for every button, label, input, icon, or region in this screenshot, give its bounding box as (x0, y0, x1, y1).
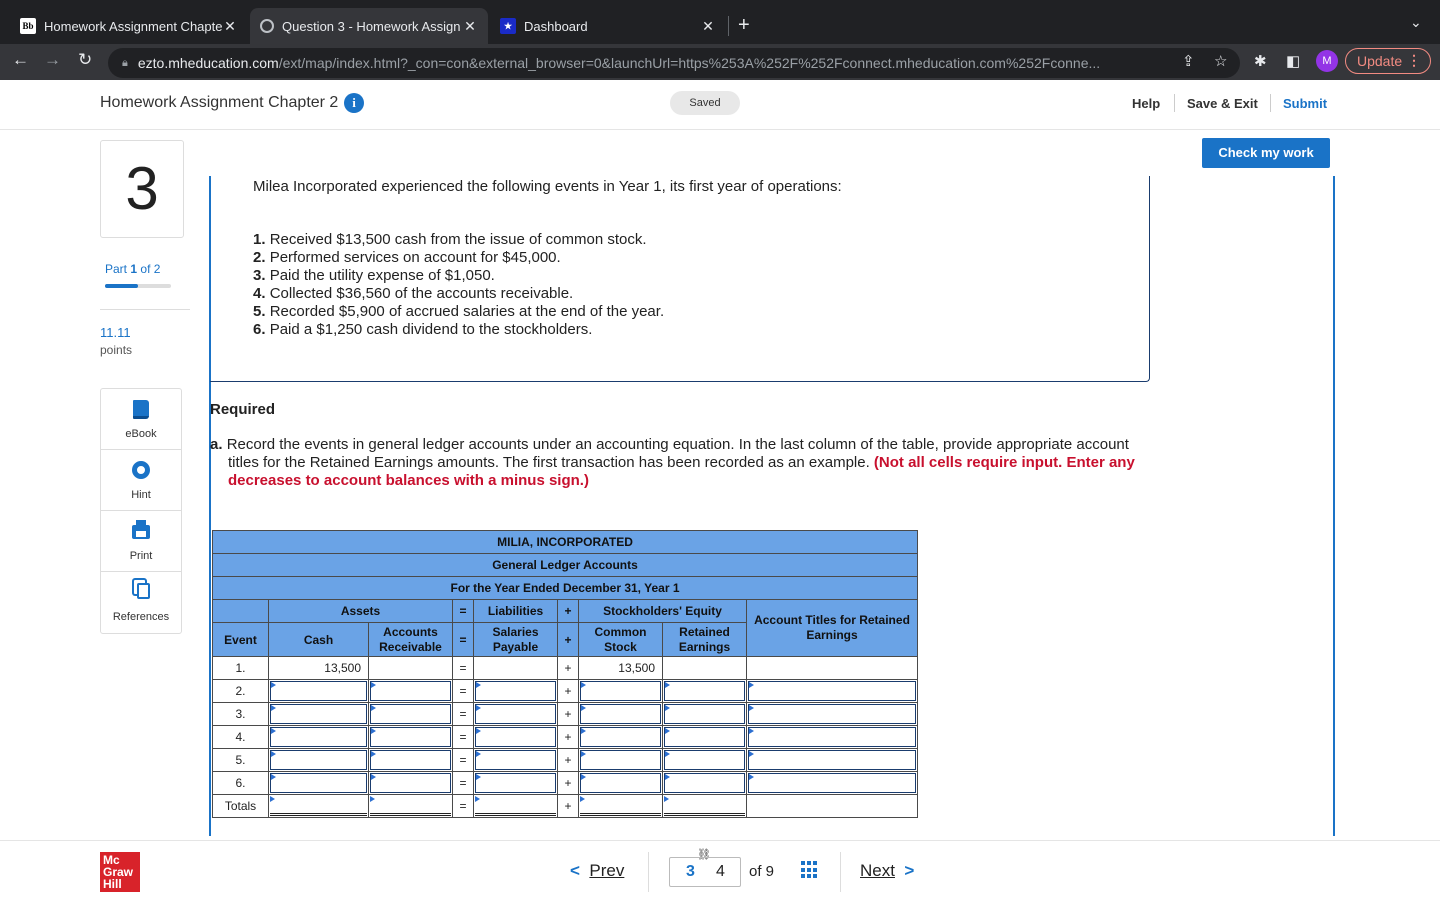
plus-sign: + (558, 749, 579, 772)
chevron-left-icon: < (570, 861, 580, 880)
page-total: of 9 (749, 863, 775, 880)
rail-divider (100, 309, 190, 310)
points-label: points (100, 343, 133, 357)
references-button[interactable] (101, 572, 181, 633)
event-number: 2. (213, 680, 269, 703)
cash-input[interactable] (270, 681, 367, 701)
hint-button[interactable] (101, 450, 181, 511)
grid-icon[interactable] (801, 861, 819, 879)
browser-toolbar (0, 44, 1440, 80)
plus-header: + (558, 600, 579, 623)
retained-earnings-input[interactable] (664, 750, 745, 770)
list-item: 6. Paid a $1,250 cash dividend to the stockholders. (253, 321, 593, 338)
forward-arrow-icon[interactable]: → (44, 50, 61, 69)
kebab-menu-icon[interactable]: ⋮ (1407, 52, 1421, 68)
common-stock-total (580, 796, 661, 816)
empty-cell (747, 795, 918, 818)
cash-total (270, 796, 367, 816)
extensions-icon[interactable]: ✱ (1254, 53, 1267, 70)
salaries-input[interactable] (475, 681, 556, 701)
update-button[interactable] (1345, 48, 1431, 74)
cash-input[interactable] (270, 750, 367, 770)
question-tools (100, 388, 182, 634)
close-icon[interactable]: ✕ (702, 17, 714, 34)
chevron-right-icon: > (904, 861, 915, 880)
assignment-title: Homework Assignment Chapter 2 (100, 94, 339, 111)
table-row (213, 749, 918, 772)
plus-sign: + (558, 680, 579, 703)
account-title-input[interactable] (748, 727, 916, 747)
general-ledger-table (212, 530, 918, 818)
liabilities-header: Liabilities (474, 600, 558, 623)
part-indicator (105, 262, 160, 276)
browser-tab-bar (0, 0, 1440, 44)
ar-input[interactable] (370, 750, 451, 770)
plus-header: + (558, 623, 579, 657)
lifebuoy-icon (132, 461, 150, 479)
logo-line: Mc (103, 853, 120, 867)
common-stock-value: 13,500 (579, 657, 663, 680)
table-row (213, 726, 918, 749)
common-stock-input[interactable] (580, 681, 661, 701)
retained-earnings-input[interactable] (664, 773, 745, 793)
equals-sign: = (453, 726, 474, 749)
common-stock-input[interactable] (580, 750, 661, 770)
print-label: Print (129, 550, 153, 562)
part-word: Part (105, 262, 128, 276)
printer-icon (132, 525, 150, 539)
retained-earnings-total (664, 796, 745, 816)
part-of: of 2 (140, 262, 161, 276)
equals-sign: = (453, 703, 474, 726)
link-icon: ⛓ (697, 849, 711, 861)
ar-total (370, 796, 451, 816)
cash-value: 13,500 (269, 657, 369, 680)
check-my-work-button[interactable]: Check my work (1202, 138, 1330, 168)
table-company: MILIA, INCORPORATED (213, 531, 918, 554)
pager-divider (648, 852, 649, 892)
part-progress-bar (105, 284, 171, 288)
copy-pages-icon (137, 583, 150, 599)
list-item: 1. Received $13,500 cash from the issue of common stock. (253, 231, 647, 248)
required-instructions: a. Record the events in general ledger accounts under an accounting equation. In the last column of the table, provide appropriate account titles for the Retained Earnings amounts. The first transaction has been recorded as an example. (Not all cells require input. Enter any decreases to account balances with a minus sign.) (210, 436, 1135, 489)
table-period: For the Year Ended December 31, Year 1 (213, 577, 918, 600)
account-title-input[interactable] (748, 773, 916, 793)
prev-button[interactable] (570, 861, 624, 881)
events-list (253, 231, 664, 339)
pager-divider (840, 852, 841, 892)
header-divider (1174, 94, 1175, 112)
next-page-number[interactable]: 4 (716, 863, 725, 880)
saved-status-badge: Saved (670, 91, 740, 115)
print-button[interactable] (101, 511, 181, 572)
list-item: 3. Paid the utility expense of $1,050. (253, 267, 495, 284)
prev-label: Prev (589, 861, 625, 880)
ar-input[interactable] (370, 727, 451, 747)
equals-sign: = (453, 749, 474, 772)
side-panel-icon[interactable]: ◧ (1286, 53, 1301, 70)
common-stock-input[interactable] (580, 773, 661, 793)
reload-icon[interactable]: ↻ (78, 50, 93, 69)
help-link[interactable]: Help (1132, 96, 1161, 111)
hint-label: Hint (131, 489, 151, 501)
cash-input[interactable] (270, 727, 367, 747)
globe-icon (260, 19, 274, 33)
assets-header: Assets (269, 600, 453, 623)
ar-input[interactable] (370, 681, 451, 701)
plus-sign: + (558, 795, 579, 818)
equals-sign: = (453, 680, 474, 703)
table-subtitle: General Ledger Accounts (213, 554, 918, 577)
retained-earnings-column-header: Retained Earnings (663, 623, 747, 657)
required-heading: Required (210, 401, 276, 418)
back-arrow-icon[interactable]: ← (12, 50, 29, 69)
ar-value (369, 657, 453, 680)
equity-header: Stockholders' Equity (579, 600, 747, 623)
question-number: 3 (100, 140, 184, 238)
equals-sign: = (453, 772, 474, 795)
ar-column-header: Accounts Receivable (369, 623, 453, 657)
browser-tab-question[interactable] (250, 8, 488, 44)
salaries-input[interactable] (475, 773, 556, 793)
event-number: 5. (213, 749, 269, 772)
header-divider (1270, 94, 1271, 112)
footer-divider (0, 840, 1440, 841)
event-number: 1. (213, 657, 269, 680)
equals-sign: = (453, 795, 474, 818)
page-selector[interactable] (669, 857, 741, 887)
salaries-column-header: Salaries Payable (474, 623, 558, 657)
close-icon[interactable]: ✕ (464, 17, 476, 34)
cash-input[interactable] (270, 704, 367, 724)
lock-icon: 🔒︎ (122, 56, 128, 69)
event-number: 4. (213, 726, 269, 749)
cash-column-header: Cash (269, 623, 369, 657)
table-row (213, 703, 918, 726)
account-title-input[interactable] (748, 681, 916, 701)
plus-sign: + (558, 703, 579, 726)
table-row (213, 657, 918, 680)
salaries-total (475, 796, 556, 816)
plus-sign: + (558, 772, 579, 795)
account-title-value (747, 657, 918, 680)
salaries-value (474, 657, 558, 680)
retained-earnings-input[interactable] (664, 704, 745, 724)
problem-intro: Milea Incorporated experienced the following events in Year 1, its first year of operations: (253, 178, 842, 195)
submit-button[interactable]: Submit (1283, 96, 1328, 111)
address-bar[interactable] (108, 48, 1240, 78)
share-icon[interactable]: ⇪ (1182, 53, 1195, 70)
salaries-input[interactable] (475, 750, 556, 770)
salaries-input[interactable] (475, 704, 556, 724)
next-button[interactable] (860, 861, 914, 881)
ebook-button[interactable] (101, 389, 181, 450)
mcgraw-hill-logo (100, 852, 140, 892)
empty-header (213, 600, 269, 623)
required-emphasis: (Not all cells require input. Enter any decreases to account balances with a minus sign.) (228, 454, 1135, 489)
account-title-input[interactable] (748, 704, 916, 724)
close-icon[interactable]: ✕ (224, 17, 236, 34)
new-tab-icon[interactable]: + (738, 14, 750, 36)
points-value: 11.11 (100, 325, 131, 340)
tab-title: Homework Assignment Chapte (44, 18, 222, 34)
event-number: 6. (213, 772, 269, 795)
tab-divider (728, 16, 729, 36)
blackboard-icon: Bb (20, 18, 36, 34)
tab-title: Question 3 - Homework Assign (282, 18, 461, 34)
bookmark-star-icon[interactable]: ☆ (1214, 53, 1228, 70)
equals-sign: = (453, 657, 474, 680)
book-icon (133, 400, 149, 419)
ar-input[interactable] (370, 704, 451, 724)
table-row (213, 680, 918, 703)
retained-earnings-input[interactable] (664, 681, 745, 701)
browser-tab-homework[interactable] (10, 8, 248, 44)
part-progress-fill (105, 284, 138, 288)
account-title-input[interactable] (748, 750, 916, 770)
references-label: References (112, 611, 170, 623)
plus-sign: + (558, 657, 579, 680)
equals-header: = (453, 600, 474, 623)
url-path: /ext/map/index.html?_con=con&external_browser=0&launchUrl=https%253A%252F%252Fconnect.mheducation.com%252Fconne... (278, 55, 1101, 71)
content-right-border (1333, 176, 1335, 836)
common-stock-input[interactable] (580, 704, 661, 724)
part-current: 1 (130, 262, 138, 276)
info-icon[interactable]: i (344, 93, 364, 113)
event-number: 3. (213, 703, 269, 726)
table-row (213, 772, 918, 795)
cash-input[interactable] (270, 773, 367, 793)
logo-line: Hill (103, 877, 122, 891)
list-item: 4. Collected $36,560 of the accounts receivable. (253, 285, 574, 302)
save-exit-button[interactable]: Save & Exit (1187, 96, 1258, 111)
event-column-header: Event (213, 623, 269, 657)
retained-earnings-value (663, 657, 747, 680)
profile-avatar[interactable]: M (1316, 50, 1338, 72)
salaries-input[interactable] (475, 727, 556, 747)
tab-title: Dashboard (524, 18, 588, 34)
list-item: 2. Performed services on account for $45,000. (253, 249, 561, 266)
list-item: 5. Recorded $5,900 of accrued salaries at the end of the year. (253, 303, 665, 320)
account-titles-header: Account Titles for Retained Earnings (747, 600, 918, 657)
ar-input[interactable] (370, 773, 451, 793)
logo-line: Graw (103, 865, 134, 879)
assignment-header (0, 80, 1440, 130)
totals-row (213, 795, 918, 818)
equals-header: = (453, 623, 474, 657)
url-host: ezto.mheducation.com (137, 55, 279, 71)
common-stock-input[interactable] (580, 727, 661, 747)
update-label: Update (1357, 53, 1403, 69)
browser-tab-dashboard[interactable] (490, 8, 726, 44)
totals-label: Totals (213, 795, 269, 818)
plus-sign: + (558, 726, 579, 749)
next-label: Next (860, 861, 895, 880)
ebook-label: eBook (125, 428, 157, 440)
common-stock-column-header: Common Stock (579, 623, 663, 657)
chevron-down-icon[interactable]: ⌄ (1410, 14, 1422, 30)
current-page: 3 (686, 863, 695, 880)
star-icon: ★ (500, 18, 516, 34)
retained-earnings-input[interactable] (664, 727, 745, 747)
